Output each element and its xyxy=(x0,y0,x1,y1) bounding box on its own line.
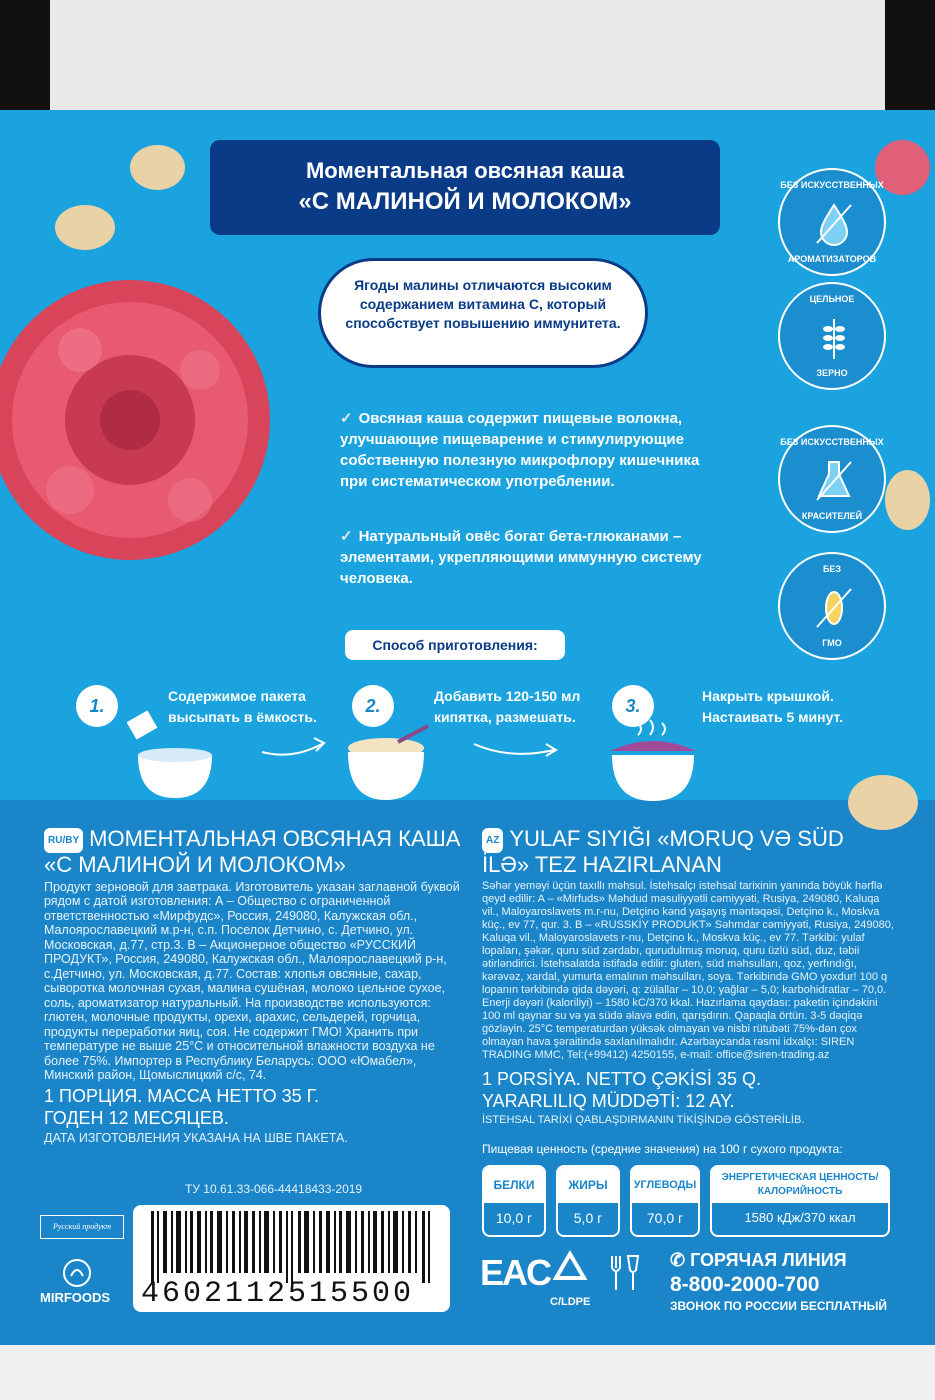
az-body-text: Səhər yeməyi üçün taxıllı məhsul. İstehsalçı istehsal tarixinin yanında böyük hərflə qeyd edilir: A – «Mirfuds» Məhdud məsuliyyətli cəmiyyəti, Rusiya, 249080, Kaluqa vil., Maloyaroslavets m.r-nu, Detçino kənd yaşayış məntəqəsi, Detçino k., Moskva küç., ev 77, qur. 3. B – «RUSSKİY PRODUKT» Səhmdar cəmiyyəti, Rusiya, 249080, Kaluqa vil., Maloyaroslavets r-nu, Detçino k., Moskva küç., ev 77. Tərkibi: yulaf lopaları, şəkər, quru süd zərdabı, qurudulmuş moruq, quru üzlü süd, duz, təbii ətirləndirici. İstehsalatda istifadə edilir: gluten, süd məhsulları, qoz, yerfındığı, kərəvəz, xardal, yumurta emalının məhsulları, soya. Tərkibində GMO yoxdur! 100 q lopanın tərkibində qida dəyəri, q: zülallar – 10,0; yağlar – 5,0; karbohidratlar – 70,0. Enerji dəyəri (kaloriliyi) – 1580 kC/370 kkal. Hazırlama qaydası: paketin içindəkini 100 ml qaynar su və ya südə əlavə edin, qarışdırın. Qapaqla örtün. 3-5 dəqiqə gözləyin. 25°C temperaturdan yüksək olmayan və nisbi rütubəti 75%-dən çox olmayan hava şəraitində saxlanılmalıdır. Azərbaycanda rəsmi idxalçı: SIREN TRADING MMC, Tel:(+99412) 4250155, e-mail: office@siren-trading.az xyxy=(482,879,894,1061)
az-info-column xyxy=(482,827,894,1127)
ru-shelf-life: ГОДЕН 12 МЕСЯЦЕВ. xyxy=(44,1107,229,1128)
prep-heading: Способ приготовления: xyxy=(345,630,565,660)
bowl-with-spoon-icon xyxy=(328,720,458,805)
check-icon: ✓ xyxy=(340,528,353,545)
az-shelf-life: YARARLILIQ MÜDDƏTİ: 12 AY. xyxy=(482,1090,735,1111)
ru-info-column xyxy=(44,827,464,1145)
oat-flake-icon xyxy=(885,470,930,530)
mirfoods-logo: MIRFOODS xyxy=(40,1290,111,1305)
step-number: 1. xyxy=(76,685,118,727)
fact-text: Натуральный овёс богат бета-глюканами – элементами, укрепляющими иммунную систему человека. xyxy=(340,528,702,587)
az-portion: 1 PORSİYA. NETTO ÇƏKİSİ 35 Q. xyxy=(482,1068,761,1089)
ru-date-note: ДАТА ИЗГОТОВЛЕНИЯ УКАЗАНА НА ШВЕ ПАКЕТА. xyxy=(44,1130,348,1145)
az-heading: AZ YULAF SIYIĞI «MORUQ VƏ SÜD İLƏ» TEZ HAZIRLANAN xyxy=(482,826,844,877)
corn-icon xyxy=(809,583,859,633)
russkiy-produkt-logo: Русский продукт xyxy=(40,1215,124,1239)
hotline xyxy=(670,1250,887,1313)
arrow-icon xyxy=(258,730,328,760)
oat-flake-icon xyxy=(848,775,918,830)
badge-whole-grain: ЦЕЛЬНОЕ ЗЕРНО xyxy=(778,282,886,390)
fact-item xyxy=(340,526,710,589)
fact-item xyxy=(340,408,710,492)
wheat-icon xyxy=(809,313,859,363)
check-icon: ✓ xyxy=(340,410,353,427)
water-drop-icon xyxy=(809,199,859,249)
nutrition-heading: Пищевая ценность (средние значения) на 100 г сухого продукта: xyxy=(482,1142,843,1156)
nutrition-protein: БЕЛКИ 10,0 г xyxy=(482,1165,546,1237)
ru-body-text: Продукт зерновой для завтрака. Изготовитель указан заглавной буквой рядом с датой изготовления: А – Общество с ограниченной ответственностью «Мирфудс», Россия, 249080, Калужская обл., Малоярославецкий м.р-н, с.п. Поселок Детчино, с. Детчино, ул. Московская, д.77, стр.3. В – Акционерное общество «РУССКИЙ ПРОДУКТ», Россия, 249080, Калужская обл., Малоярославецкий р-н, с.Детчино, ул. Московская, д.77. Состав: хлопья овсяные, сахар, сыворотка молочная сухая, малина сушёная, молоко цельное сухое, соль, ароматизатор натуральный. На производстве используются: глютен, молочные продукты, орехи, арахис, сельдерей, горчица, продукты переработки яиц, соя. Не содержит ГМО! Хранить при температуре не выше 25°С и относительной влажности воздуха не более 75%. Импортер в Республику Беларусь: ООО «Юмабел», Минский район, Щомыслицкий с/с, 74. xyxy=(44,879,460,1083)
title-line-2: «С МАЛИНОЙ И МОЛОКОМ» xyxy=(298,188,632,215)
ru-heading: RU/BY МОМЕНТАЛЬНАЯ ОВСЯНАЯ КАША «С МАЛИНОЙ И МОЛОКОМ» xyxy=(44,826,461,877)
badge-no-colorants: БЕЗ ИСКУССТВЕННЫХ КРАСИТЕЛЕЙ xyxy=(778,425,886,533)
step-number: 3. xyxy=(612,685,654,727)
ru-portion: 1 ПОРЦИЯ. МАССА НЕТТО 35 Г. xyxy=(44,1085,320,1106)
bowl-icon xyxy=(110,710,240,805)
barcode-number: 4602112515500 xyxy=(141,1277,415,1311)
nutrition-carbs: УГЛЕВОДЫ 70,0 г xyxy=(630,1165,700,1237)
lang-badge: RU/BY xyxy=(44,828,83,853)
step-text: Накрыть крышкой. Настаивать 5 минут. xyxy=(702,688,844,725)
nutrition-fat: ЖИРЫ 5,0 г xyxy=(556,1165,620,1237)
bubble-text: Ягоды малины отличаются высоким содержанием витамина С, который способствует повышению иммунитета. xyxy=(345,277,621,331)
hotline-note: ЗВОНОК ПО РОССИИ БЕСПЛАТНЫЙ xyxy=(670,1299,888,1313)
hotline-title: ✆ ГОРЯЧАЯ ЛИНИЯ xyxy=(670,1250,847,1270)
covered-bowl-icon xyxy=(598,715,708,805)
raspberry-icon xyxy=(0,270,300,570)
step-text: Добавить 120-150 мл кипятка, размешать. xyxy=(434,688,581,725)
az-date-note: İSTEHSAL TARİXİ QABLAŞDIRMANIN TİKİŞİNDƏ GÖSTƏRİLİB. xyxy=(482,1113,805,1126)
step-text: Содержимое пакета высыпать в ёмкость. xyxy=(168,688,317,725)
top-seal xyxy=(0,0,935,110)
barcode-bars xyxy=(143,1211,440,1283)
vitamin-c-bubble xyxy=(318,258,648,368)
bottom-seal xyxy=(0,1345,935,1400)
badge-no-flavors: БЕЗ ИСКУССТВЕННЫХ АРОМАТИЗАТОРОВ xyxy=(778,168,886,276)
food-safe-icon xyxy=(608,1252,642,1294)
barcode xyxy=(133,1205,450,1312)
hotline-phone[interactable]: 8-800-2000-700 xyxy=(670,1273,820,1296)
nutrition-energy: ЭНЕРГЕТИЧЕСКАЯ ЦЕННОСТЬ/КАЛОРИЙНОСТЬ 1580 кДж/370 ккал xyxy=(710,1165,890,1237)
product-title xyxy=(210,140,720,235)
recycle-icon xyxy=(540,1250,600,1295)
flask-icon xyxy=(809,456,859,506)
phone-icon: ✆ xyxy=(670,1250,691,1270)
recycle-code: C/LDPE xyxy=(550,1296,591,1308)
tu-code: ТУ 10.61.33-066-44418433-2019 xyxy=(185,1182,363,1196)
fact-text: Овсяная каша содержит пищевые волокна, улучшающие пищеварение и стимулирующие собственную полезную микрофлору кишечника при систематическом употреблении. xyxy=(340,410,700,490)
arrow-icon xyxy=(470,730,560,760)
oat-flake-icon xyxy=(130,145,185,190)
mirfoods-logo-icon xyxy=(62,1258,92,1288)
lang-badge: AZ xyxy=(482,828,503,853)
title-line-1: Моментальная овсяная каша xyxy=(305,158,625,183)
eac-mark: EAC xyxy=(480,1252,551,1293)
oat-flake-icon xyxy=(55,205,115,250)
badge-no-gmo: БЕЗ ГМО xyxy=(778,552,886,660)
step-number: 2. xyxy=(352,685,394,727)
